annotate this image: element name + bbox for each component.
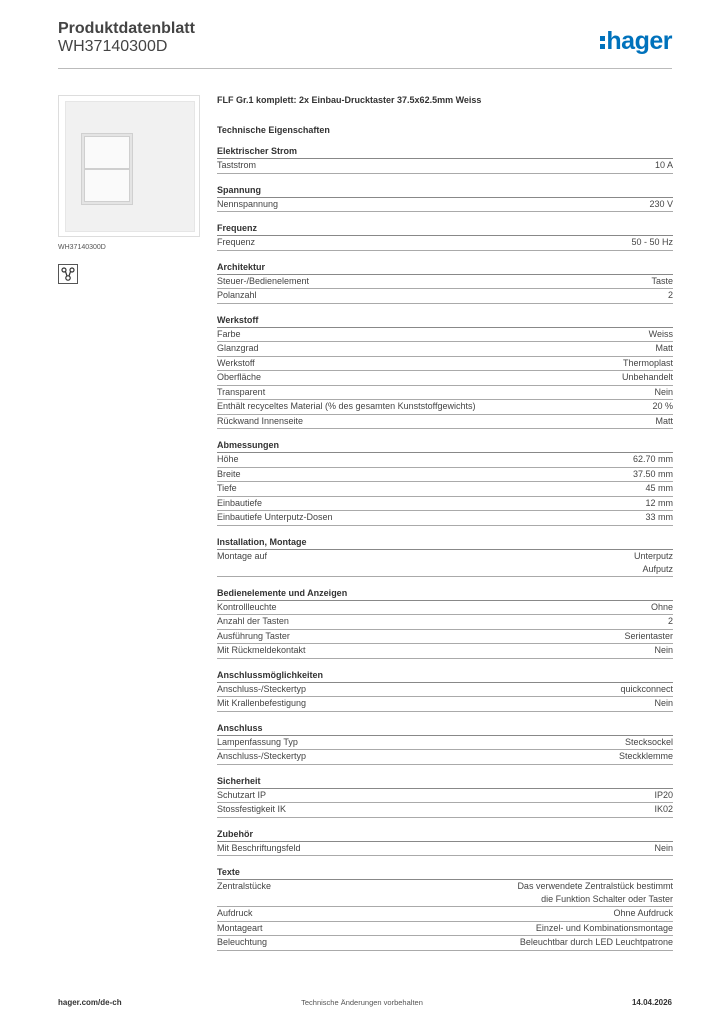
spec-label: Frequenz (217, 237, 256, 247)
spec-value-line: Das verwendete Zentralstück bestimmt (517, 881, 673, 891)
cover-plate (65, 101, 195, 232)
group-heading: Installation, Montage (217, 537, 673, 550)
spec-value (645, 497, 673, 511)
hager-logo (600, 27, 672, 56)
spec-row (217, 415, 673, 430)
spec-value-line: Ohne (650, 601, 673, 612)
spec-value (655, 342, 673, 356)
spec-value (654, 386, 673, 400)
spec-label: Oberfläche (217, 372, 262, 382)
spec-row (217, 236, 673, 251)
spec-value (654, 842, 673, 856)
spec-label: Kontrollleuchte (217, 601, 277, 612)
spec-label: Rückwand Innenseite (217, 415, 304, 426)
group-heading: Elektrischer Strom (217, 146, 673, 159)
rocker-top (84, 136, 130, 169)
spec-label: Anschluss-/Steckertyp (217, 683, 307, 694)
switch-insert (81, 133, 133, 205)
spec-value (654, 789, 673, 803)
spec-value (520, 936, 673, 950)
spec-value-line: Einzel- und Kombinationsmontage (535, 922, 673, 933)
product-image (58, 95, 200, 237)
spec-row (217, 615, 673, 630)
spec-label: Stossfestigkeit IK (217, 804, 287, 814)
spec-row (217, 328, 673, 343)
spec-value-line: Unterputz (633, 550, 673, 561)
spec-label: Zentralstücke (217, 881, 272, 891)
spec-value-line: Nein (654, 842, 673, 853)
spec-row (217, 936, 673, 951)
spec-label: Nennspannung (217, 198, 279, 209)
spec-row (217, 275, 673, 290)
spec-label: Tiefe (217, 483, 237, 493)
spec-value (625, 736, 673, 750)
spec-value-line: 37.50 mm (632, 468, 673, 479)
spec-label: Einbautiefe (217, 497, 263, 508)
spec-value-line: Taste (651, 275, 673, 286)
spec-value-line: Aufputz (642, 563, 673, 574)
spec-value-line: 2 (667, 616, 673, 626)
spec-row (217, 697, 673, 712)
spec-value-line: Thermoplast (622, 357, 673, 368)
spec-value-line: 12 mm (645, 497, 673, 508)
spec-value-line: Nein (654, 645, 673, 655)
spec-value-line: Stecksockel (624, 736, 673, 747)
spec-row (217, 601, 673, 616)
group-heading: Architektur (217, 262, 673, 275)
spec-row (217, 198, 673, 213)
spec-row (217, 357, 673, 372)
spec-value-line: 2 (667, 290, 673, 300)
spec-label: Mit Krallenbefestigung (217, 698, 307, 708)
group-heading: Frequenz (217, 223, 673, 236)
spec-value (631, 236, 673, 250)
spec-value (655, 159, 673, 173)
spec-row (217, 342, 673, 357)
spec-value (651, 275, 673, 289)
spec-value (645, 482, 673, 496)
spec-label: Anzahl der Tasten (217, 616, 289, 626)
spec-value-line: 33 mm (645, 512, 673, 522)
spec-value (668, 615, 673, 629)
spec-label: Schutzart IP (217, 789, 267, 800)
spec-value (654, 803, 673, 817)
spec-value (655, 415, 673, 429)
spec-value (652, 400, 673, 414)
spec-label: Taststrom (217, 160, 257, 170)
spec-value (517, 880, 673, 906)
logo-text: hager (606, 27, 672, 55)
spec-value (633, 453, 673, 467)
spec-row (217, 550, 673, 577)
spec-row (217, 453, 673, 468)
spec-value (654, 644, 673, 658)
spec-row (217, 159, 673, 174)
rocker-bottom (84, 169, 130, 202)
spec-value (649, 198, 673, 212)
spec-label: Aufdruck (217, 908, 253, 918)
spec-value (623, 357, 673, 371)
spec-row (217, 386, 673, 401)
group-heading: Sicherheit (217, 776, 673, 789)
spec-value (624, 630, 673, 644)
spec-value (645, 511, 673, 525)
spec-label: Farbe (217, 328, 241, 339)
quickconnect-icon (58, 264, 78, 284)
footer-website: hager.com/de-ch (58, 998, 122, 1007)
spec-value-line: Matt (655, 343, 673, 353)
article-number: WH37140300D (58, 38, 168, 55)
tech-properties-heading: Technische Eigenschaften (217, 125, 330, 135)
header-divider (58, 68, 672, 69)
spec-label: Steuer-/Bedienelement (217, 275, 310, 286)
spec-label: Lampenfassung Typ (217, 736, 298, 747)
spec-value-line: 50 - 50 Hz (631, 237, 673, 247)
spec-value-line: 10 A (654, 160, 673, 170)
group-heading: Anschlussmöglichkeiten (217, 670, 673, 683)
spec-value-line: Unbehandelt (621, 372, 673, 382)
spec-row (217, 371, 673, 386)
spec-value (613, 907, 673, 921)
spec-value (633, 468, 673, 482)
spec-row (217, 880, 673, 907)
group-heading: Zubehör (217, 829, 673, 842)
spec-label: Montageart (217, 922, 263, 933)
spec-value-line: Weiss (648, 328, 673, 339)
spec-label: Werkstoff (217, 357, 255, 368)
spec-groups (217, 146, 673, 951)
spec-value-line: quickconnect (620, 683, 673, 694)
spec-label: Transparent (217, 386, 266, 397)
spec-row (217, 789, 673, 804)
spec-value-line: Matt (655, 415, 673, 426)
group-heading: Anschluss (217, 723, 673, 736)
spec-value-line: 230 V (649, 198, 673, 209)
spec-content (217, 95, 673, 951)
spec-label: Mit Rückmeldekontakt (217, 645, 306, 655)
spec-label: Höhe (217, 454, 239, 464)
spec-row (217, 289, 673, 304)
spec-value-line: die Funktion Schalter oder Taster (541, 894, 673, 904)
spec-label: Anschluss-/Steckertyp (217, 751, 307, 761)
spec-label: Glanzgrad (217, 343, 259, 353)
logo-dots-icon (600, 33, 605, 52)
spec-row (217, 400, 673, 415)
spec-value (619, 750, 673, 764)
spec-value-line: 20 % (652, 401, 673, 411)
spec-value-line: Ohne Aufdruck (613, 908, 673, 918)
spec-label: Enthält recyceltes Material (% des gesamten Kunststoffgewichts) (217, 401, 476, 411)
spec-label: Beleuchtung (217, 937, 268, 947)
spec-value-line: 45 mm (645, 483, 673, 493)
spec-value (651, 601, 673, 615)
spec-row (217, 644, 673, 659)
product-name: FLF Gr.1 komplett: 2x Einbau-Drucktaster 37.5x62.5mm Weiss (217, 95, 482, 105)
spec-row (217, 630, 673, 645)
spec-row (217, 907, 673, 922)
spec-label: Montage auf (217, 550, 268, 561)
spec-value (634, 550, 673, 576)
spec-value-line: Steckklemme (618, 751, 673, 761)
spec-value (654, 697, 673, 711)
image-caption: WH37140300D (58, 244, 106, 251)
spec-value-line: Serientaster (624, 630, 673, 641)
group-heading: Texte (217, 867, 673, 880)
spec-value (536, 922, 673, 936)
group-heading: Bedienelemente und Anzeigen (217, 588, 673, 601)
spec-row (217, 842, 673, 857)
spec-value (622, 371, 673, 385)
spec-row (217, 468, 673, 483)
spec-value (620, 683, 673, 697)
spec-row (217, 736, 673, 751)
spec-label: Breite (217, 468, 241, 479)
spec-label: Ausführung Taster (217, 630, 290, 641)
spec-value (668, 289, 673, 303)
spec-row (217, 803, 673, 818)
spec-value-line: IK02 (654, 804, 673, 814)
page-title: Produktdatenblatt (58, 20, 195, 37)
spec-label: Einbautiefe Unterputz-Dosen (217, 512, 333, 522)
group-heading: Werkstoff (217, 315, 673, 328)
spec-row (217, 497, 673, 512)
footer-date: 14.04.2026 (631, 998, 672, 1007)
footer-disclaimer: Technische Änderungen vorbehalten (301, 998, 423, 1007)
spec-row (217, 482, 673, 497)
spec-row (217, 511, 673, 526)
spec-value-line: Nein (654, 386, 673, 397)
spec-row (217, 750, 673, 765)
spec-value-line: Beleuchtbar durch LED Leuchtpatrone (519, 937, 673, 947)
spec-value (649, 328, 673, 342)
spec-value-line: 62.70 mm (632, 454, 673, 464)
spec-value-line: IP20 (654, 789, 673, 800)
group-heading: Abmessungen (217, 440, 673, 453)
spec-value-line: Nein (654, 698, 673, 708)
spec-label: Polanzahl (217, 290, 257, 300)
group-heading: Spannung (217, 185, 673, 198)
spec-row (217, 922, 673, 937)
spec-row (217, 683, 673, 698)
spec-label: Mit Beschriftungsfeld (217, 842, 301, 853)
